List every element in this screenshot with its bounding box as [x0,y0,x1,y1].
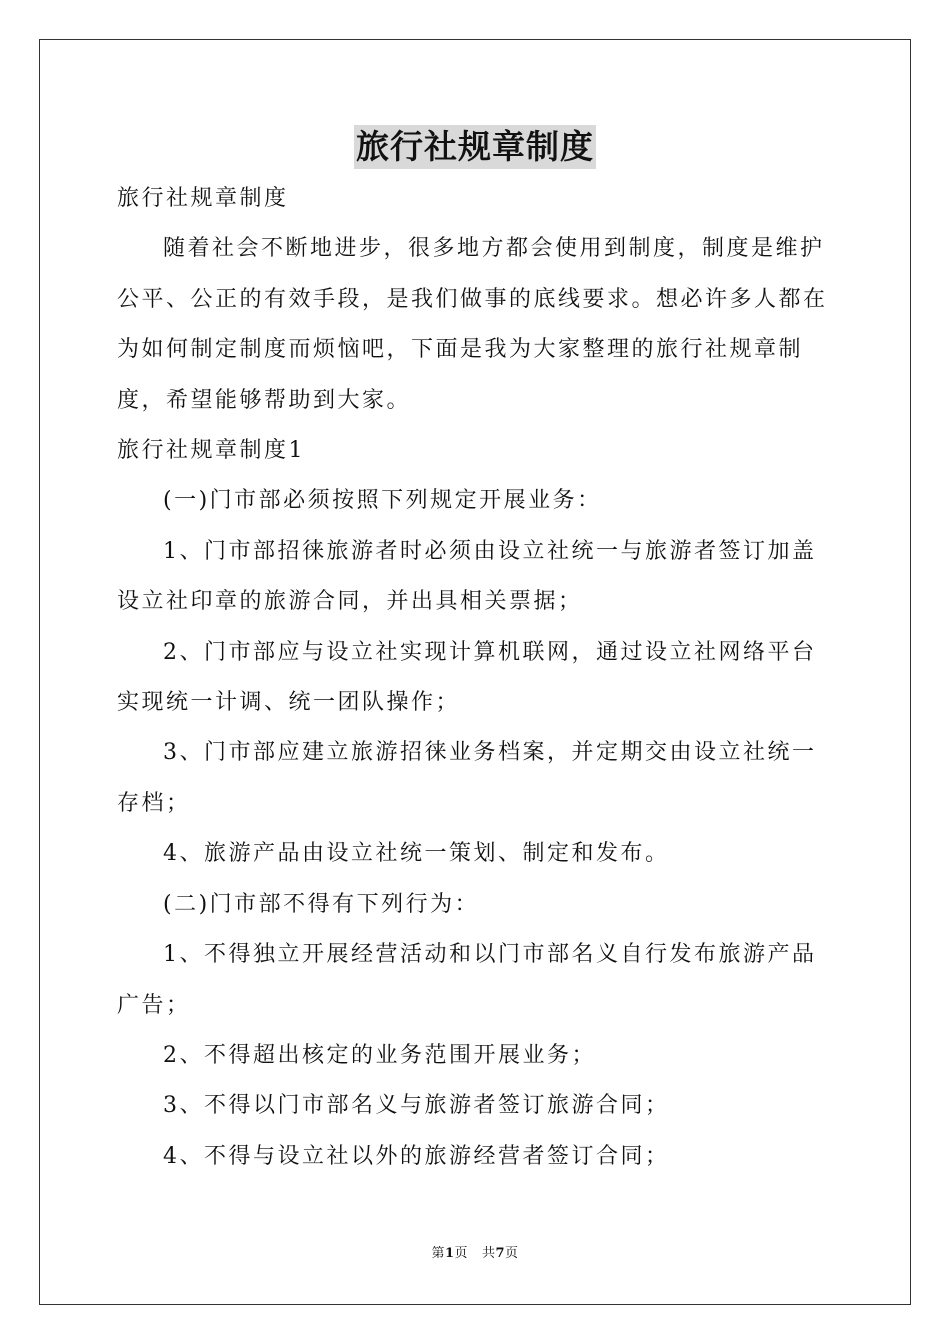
paragraph: 3、门市部应建立旅游招徕业务档案，并定期交由设立社统一存档； [117,740,817,816]
total-pages: 7 [495,1246,506,1261]
paragraph: (二)门市部不得有下列行为： [163,891,480,917]
page-suffix: 页 [454,1246,469,1261]
paragraph: 4、不得与设立社以外的旅游经营者签订合同； [163,1143,670,1169]
paragraph: 旅行社规章制度 [117,186,289,211]
section-heading: 旅行社规章制度1 [117,438,305,464]
paragraph: 2、门市部应与设立社实现计算机联网，通过设立社网络平台实现统一计调、统一团队操作； [117,639,817,716]
document-body [117,174,833,1182]
paragraph: 随着社会不断地进步，很多地方都会使用到制度，制度是维护公平、公正的有效手段，是我们做事的底线要求。想必许多人都在为如何制定制度而烦恼吧，下面是我为大家整理的旅行社规章制度，希望能够帮助到大家。 [117,236,828,413]
paragraph: 4、旅游产品由设立社统一策划、制定和发布。 [163,841,670,867]
paragraph: 2、不得超出核定的业务范围开展业务； [163,1042,596,1068]
page-number: 1 [444,1246,455,1261]
total-prefix: 共 [481,1246,496,1261]
title-container [0,125,950,169]
paragraph: 3、不得以门市部名义与旅游者签订旅游合同； [163,1093,670,1119]
page-footer [0,1244,950,1264]
paragraph: 1、门市部招徕旅游者时必须由设立社统一与旅游者签订加盖设立社印章的旅游合同，并出具相关票据； [117,538,817,615]
total-suffix: 页 [505,1246,519,1261]
document-title: 旅行社规章制度 [354,125,596,169]
paragraph: 1、不得独立开展经营活动和以门市部名义自行发布旅游产品广告； [117,942,817,1018]
page-prefix: 第 [431,1246,445,1261]
paragraph: (一)门市部必须按照下列规定开展业务： [163,488,602,514]
